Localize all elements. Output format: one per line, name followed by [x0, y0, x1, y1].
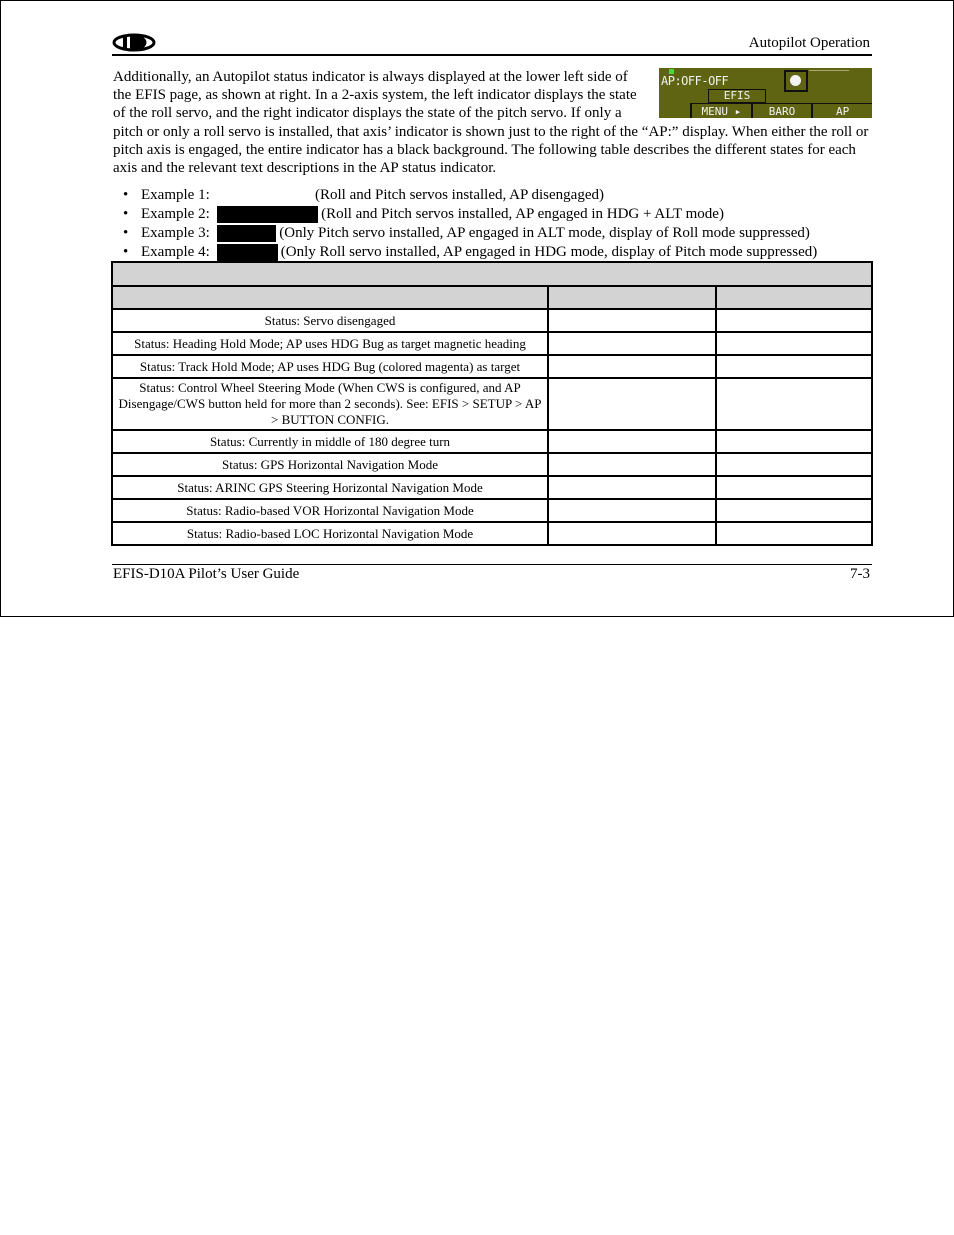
table-cell — [548, 522, 716, 545]
table-cell — [548, 430, 716, 453]
indicator-example-swatch — [217, 187, 312, 204]
table-row — [112, 378, 872, 430]
table-cell — [716, 430, 872, 453]
table-cell — [716, 355, 872, 378]
table-cell: Status: GPS Horizontal Navigation Mode — [112, 453, 548, 476]
table-row — [112, 332, 872, 355]
horizon-line — [809, 70, 849, 71]
table-cell: Status: Radio-based LOC Horizontal Navigation Mode — [112, 522, 548, 545]
footer-guide-title: EFIS-D10A Pilot’s User Guide — [113, 566, 300, 582]
footer-divider — [112, 564, 872, 565]
table-cell — [548, 332, 716, 355]
table-cell — [548, 499, 716, 522]
table-cell: Status: Heading Hold Mode; AP uses HDG Bug as target magnetic heading — [112, 332, 548, 355]
table-row — [112, 522, 872, 545]
table-row — [112, 499, 872, 522]
example-label: Example 4: — [141, 244, 210, 260]
example-label: Example 3: — [141, 225, 210, 241]
table-cell: Status: Currently in middle of 180 degree turn — [112, 430, 548, 453]
indicator-example-swatch — [217, 244, 278, 261]
softkey-menu: MENU ▸ — [690, 104, 751, 118]
intro-text: Additionally, an Autopilot status indicator is always displayed at the lower left side of the EFIS page, as shown at right. In a 2-axis system, the left indicator displays the state of the roll servo, and the right indicator displays the state of the pitch servo. If only a pitch or only a roll servo is installed, that axis’ indicator is shown just to the right of the “AP:” display. When either the roll or pitch axis is engaged, the entire indicator has a black background. The following table describes the different states for each axis and the relevant text descriptions in the AP status indicator. — [113, 69, 869, 177]
list-item — [113, 224, 873, 243]
table-cell: Status: Track Hold Mode; AP uses HDG Bug (colored magenta) as target — [112, 355, 548, 378]
page-number: 7-3 — [850, 566, 870, 582]
column-header — [112, 286, 548, 309]
table-cell — [548, 378, 716, 430]
table-cell: Status: ARINC GPS Steering Horizontal Navigation Mode — [112, 476, 548, 499]
ap-status-readout: AP:OFF-OFF — [661, 74, 729, 88]
softkey-row — [690, 103, 872, 118]
indicator-example-swatch — [217, 225, 276, 242]
manual-page — [0, 0, 954, 617]
table-row — [112, 476, 872, 499]
example-list — [113, 186, 873, 262]
indicator-example-swatch — [217, 206, 318, 223]
example-description: (Only Pitch servo installed, AP engaged in ALT mode, display of Roll mode suppressed) — [279, 225, 810, 241]
softkey-baro: BARO — [751, 104, 812, 118]
table-title — [112, 262, 872, 286]
table-cell — [548, 309, 716, 332]
header-divider — [112, 54, 872, 56]
table-cell — [716, 453, 872, 476]
list-item — [113, 205, 873, 224]
table-row — [112, 453, 872, 476]
table-cell — [548, 453, 716, 476]
table-cell: Status: Radio-based VOR Horizontal Navigation Mode — [112, 499, 548, 522]
table-cell — [716, 309, 872, 332]
dynon-logo-icon — [112, 33, 156, 52]
example-description: (Roll and Pitch servos installed, AP engaged in HDG + ALT mode) — [321, 206, 724, 222]
example-label: Example 2: — [141, 206, 210, 222]
list-item — [113, 243, 873, 262]
table-cell — [716, 522, 872, 545]
table-row — [112, 309, 872, 332]
ap-status-table — [111, 261, 873, 546]
efis-button: EFIS — [708, 89, 766, 103]
header-title: Autopilot Operation — [748, 35, 870, 51]
example-description: (Only Roll servo installed, AP engaged in HDG mode, display of Pitch mode suppressed) — [280, 244, 818, 260]
table-row — [112, 355, 872, 378]
table-cell: Status: Control Wheel Steering Mode (When CWS is configured, and AP Disengage/CWS button held for more than 2 seconds). See: EFIS > SETUP > AP > BUTTON CONFIG. — [112, 378, 548, 430]
example-description: (Roll and Pitch servos installed, AP disengaged) — [315, 187, 604, 203]
column-header — [716, 286, 872, 309]
table-cell: Status: Servo disengaged — [112, 309, 548, 332]
table-cell — [548, 355, 716, 378]
table-title-row — [112, 262, 872, 286]
efis-screenshot — [659, 68, 872, 118]
table-cell — [716, 499, 872, 522]
knob-icon — [784, 70, 808, 92]
table-cell — [548, 476, 716, 499]
list-item — [113, 186, 873, 205]
table-cell — [716, 332, 872, 355]
column-header — [548, 286, 716, 309]
example-label: Example 1: — [141, 187, 210, 203]
table-header-row — [112, 286, 872, 309]
table-cell — [716, 476, 872, 499]
table-cell — [716, 378, 872, 430]
table-row — [112, 430, 872, 453]
softkey-ap: AP — [811, 104, 872, 118]
